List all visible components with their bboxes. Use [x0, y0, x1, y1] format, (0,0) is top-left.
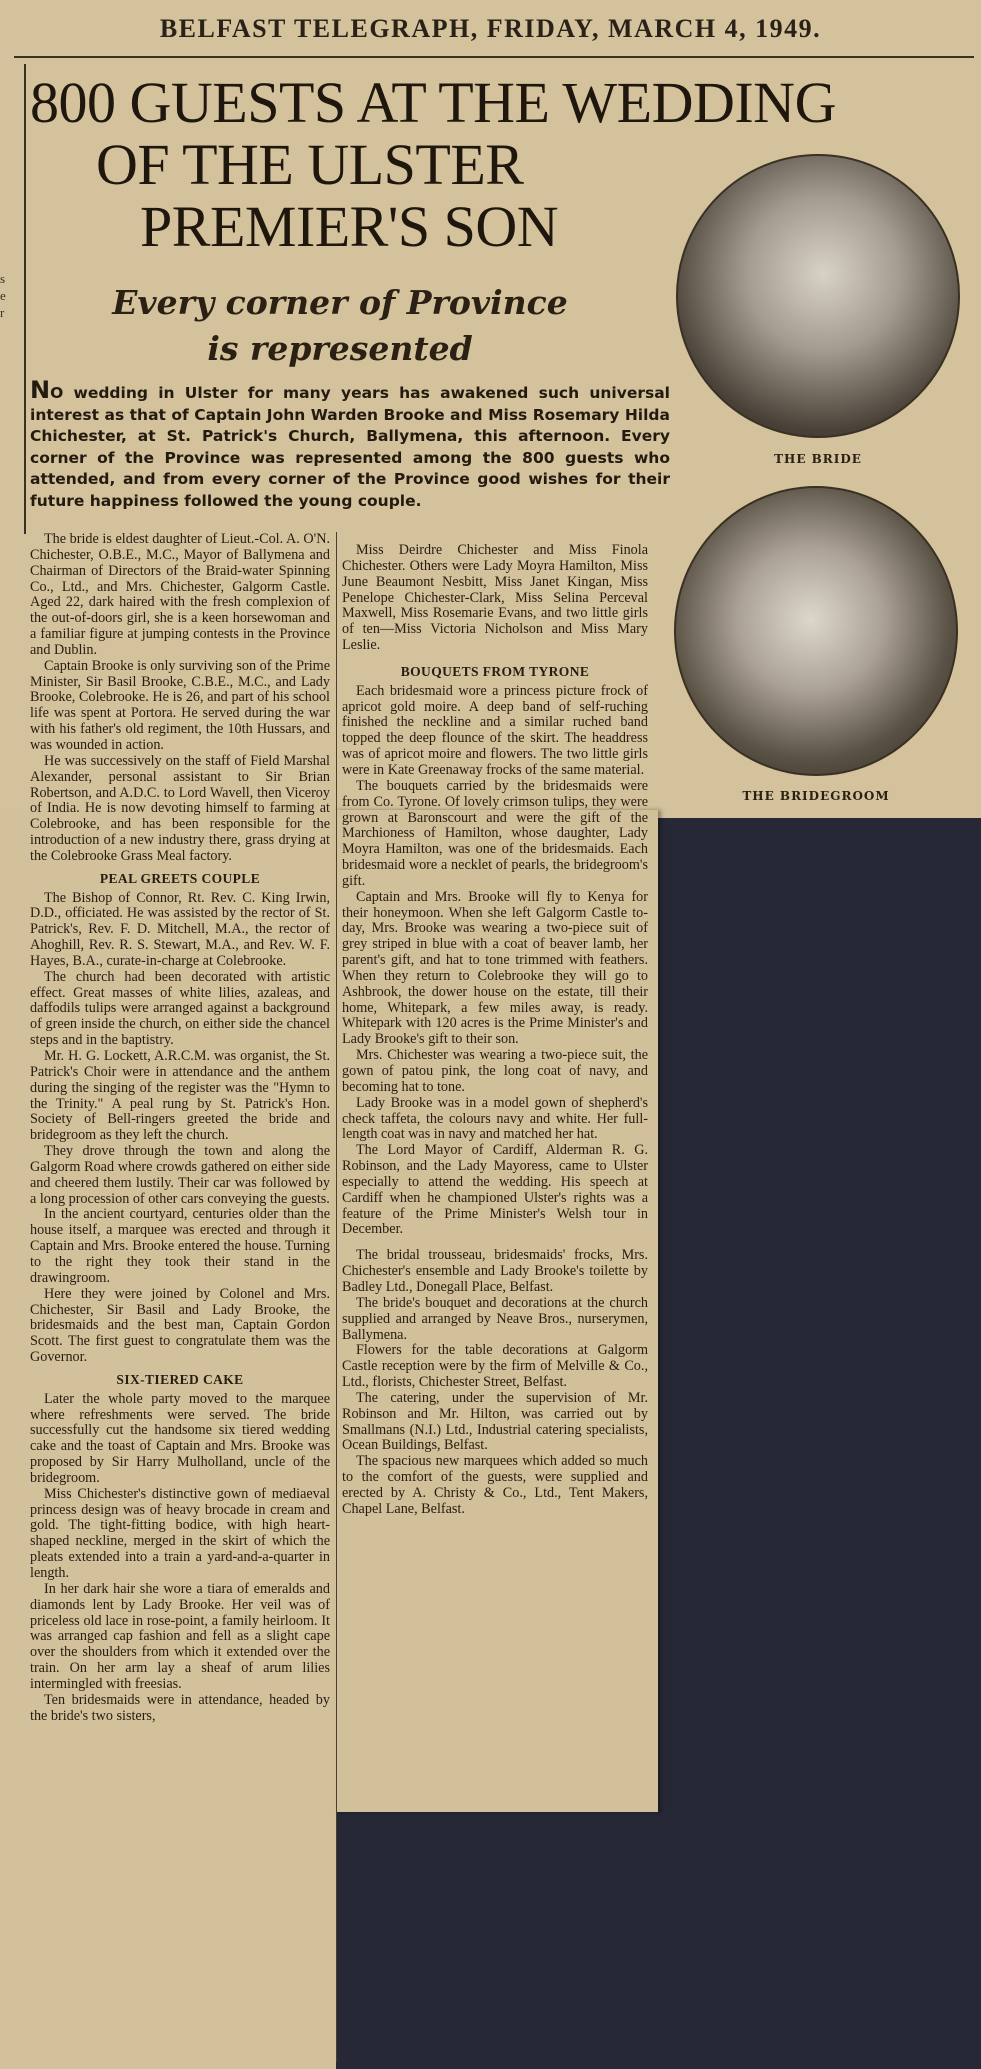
paragraph: Miss Chichester's distinctive gown of mediaeval princess design was of heavy brocade in cream and gold. The tight-fitting bodice, with high heart-shaped neckline, merged in the skirt of which the pleats extended into a train a yard-and-a-quarter in length. — [30, 1485, 330, 1581]
paragraph: Mrs. Chichester was wearing a two-piece suit, the gown of patou pink, the long coat of navy, and becoming hat to tone. — [342, 1047, 648, 1095]
column-divider — [336, 532, 337, 2062]
paragraph: Flowers for the table decorations at Galgorm Castle reception were by the firm of Melville & Co., Ltd., florists, Chichester Street, Belfast. — [342, 1342, 648, 1391]
paragraph: Each bridesmaid wore a princess picture frock of apricot gold moire. A deep band of self-ruching finished the neckline and a similar ruched band topped the deep flounce of the skirt. The headdress was of apricot moire and flowers. The two little girls were in Kate Greenaway frocks of the same material. — [342, 682, 648, 778]
paragraph: The bride's bouquet and decorations at the church supplied and arranged by Neave Bros., nurserymen, Ballymena. — [342, 1294, 648, 1343]
section-heading: PEAL GREETS COUPLE — [99, 870, 261, 886]
subheadline-line-2: is represented — [207, 329, 473, 368]
section-heading: BOUQUETS FROM TYRONE — [400, 663, 590, 679]
drop-cap: N — [30, 376, 51, 404]
paragraph: He was successively on the staff of Field Marshal Alexander, personal assistant to Sir Brian Robertson, and A.D.C. to Lord Wavell, then Viceroy of India. He is now devoting himself to farming at Colebrooke, and has been responsible for the introduction of a new industry there, grass drying at the Colebrooke Grass Meal factory. — [30, 752, 330, 864]
bridegroom-caption: THE BRIDEGROOM — [742, 789, 890, 803]
paragraph: Captain Brooke is only surviving son of the Prime Minister, Sir Basil Brooke, C.B.E., M.C., and Lady Brooke, Colebrooke. He is 26, and part of his school life was spent at Portora. He served during the war with his father's old regiment, the 10th Hussars, and was wounded in action. — [30, 657, 330, 753]
bridegroom-photo — [674, 486, 958, 776]
paragraph: Miss Deirdre Chichester and Miss Finola Chichester. Others were Lady Moyra Hamilton, Miss June Beaumont Nesbitt, Miss Janet Kingan, Miss Penelope Chichester-Clark, Miss Selina Perceval Maxwell, Miss Rosemarie Evans, and two little girls of ten—Miss Victoria Nicholson and Miss Mary Leslie. — [342, 542, 648, 654]
intro-paragraph — [30, 376, 670, 512]
headline-line-1: 800 GUESTS AT THE WEDDING — [30, 70, 836, 135]
headline-line-2: OF THE ULSTER — [96, 132, 524, 197]
paragraph: In the ancient courtyard, centuries older than the house itself, a marquee was erected and through it Captain and Mrs. Brooke entered the house. Turning to the right they took their stand in the drawingroom. — [30, 1206, 330, 1286]
article-column-2 — [342, 543, 648, 1518]
paragraph: The bride is eldest daughter of Lieut.-Col. A. O'N. Chichester, O.B.E., M.C., Mayor of Ballymena and Chairman of Directors of the Braid-water Spinning Co., Ltd., and Mrs. Chichester, Galgorm Castle. Aged 22, dark haired with the fresh complexion of the out-of-doors girl, she is a keen horsewoman and a familiar figure at jumping contests in the Province and Dublin. — [30, 531, 330, 658]
paragraph: Later the whole party moved to the marquee where refreshments were served. The bride successfully cut the handsome six tiered wedding cake and the toast of Captain and Mrs. Brooke was proposed by Sir Harry Mulholland, uncle of the bridegroom. — [30, 1390, 330, 1486]
paragraph: The catering, under the supervision of Mr. Robinson and Mr. Hilton, was carried out by Smallmans (N.I.) Ltd., Industrial catering specialists, Ocean Buildings, Belfast. — [342, 1389, 648, 1454]
subheadline-line-1: Every corner of Province — [112, 283, 568, 322]
newspaper-clipping-margin — [320, 1812, 336, 2069]
paragraph: The spacious new marquees which added so much to the comfort of the guests, were supplied and erected by A. Christy & Co., Ltd., Tent Makers, Chapel Lane, Belfast. — [342, 1453, 648, 1517]
masthead: BELFAST TELEGRAPH, FRIDAY, MARCH 4, 1949. — [159, 14, 822, 43]
bride-caption: THE BRIDE — [774, 452, 862, 466]
edge-text-fragment: s e r — [0, 271, 6, 320]
paragraph: They drove through the town and along the Galgorm Road where crowds gathered on either side and cheered them lustily. Their car was followed by a long procession of other cars conveying the guests. — [30, 1143, 330, 1207]
paragraph: Captain and Mrs. Brooke will fly to Kenya for their honeymoon. When she left Galgorm Castle to-day, Mrs. Brooke was wearing a two-piece suit of grey striped in blue with a coat of beaver lamb, her parent's gift, and hat to tone trimmed with feathers. When they return to Colebrooke they will go to Ashbrook, the dower house on the estate, till their home, Whitepark, a few miles away, is ready. Whitepark with 120 acres is the Prime Minister's and Lady Brooke's gift to their son. — [342, 888, 648, 1048]
bride-photo — [676, 154, 960, 438]
article-column-1 — [30, 532, 330, 1724]
paragraph: In her dark hair she wore a tiara of emeralds and diamonds lent by Lady Brooke. Her veil was of priceless old lace in rose-point, a family heirloom. It was arranged cap fashion and fell as a slight cape over the shoulders from which it extended over the train. On her arm lay a sheaf of arum lilies intermingled with freesias. — [30, 1580, 330, 1692]
paragraph: The church had been decorated with artistic effect. Great masses of white lilies, azaleas, and daffodils tulips were arranged against a background of green inside the church, on either side the chancel steps and in the baptistry. — [30, 968, 330, 1049]
paragraph: The Lord Mayor of Cardiff, Alderman R. G. Robinson, and the Lady Mayoress, came to Ulster especially to attend the wedding. His speech at Cardiff when he championed Ulster's rights was a feature of the Prime Minister's Welsh tour in December. — [342, 1142, 648, 1238]
subheadline — [30, 280, 650, 372]
intro-text: O wedding in Ulster for many years has awakened such universal interest as that of Captain John Warden Brooke and Miss Rosemary Hilda Chichester, at St. Patrick's Church, Ballymena, this afternoon. Every corner of the Province was represented among the 800 guests who attended, and from every corner of the Province good wishes for their future happiness followed the young couple. — [30, 384, 670, 510]
paragraph: Ten bridesmaids were in attendance, headed by the bride's two sisters, — [30, 1691, 330, 1724]
headline-line-3: PREMIER'S SON — [140, 194, 559, 259]
paragraph: The Bishop of Connor, Rt. Rev. C. King Irwin, D.D., officiated. He was assisted by the rector of St. Patrick's, Rev. F. D. Mitchell, M.A., the rector of Ahoghill, Rev. R. S. Stewart, M.A., and Rev. W. F. Hayes, B.A., curate-in-charge at Colebrooke. — [30, 889, 330, 969]
section-heading: SIX-TIERED CAKE — [116, 1371, 244, 1387]
paragraph: The bridal trousseau, bridesmaids' frocks, Mrs. Chichester's ensemble and Lady Brooke's toilette by Badley Ltd., Donegall Place, Belfast. — [342, 1247, 648, 1295]
masthead-rule — [14, 56, 974, 58]
paragraph: Lady Brooke was in a model gown of shepherd's check taffeta, the colours navy and white. Her full-length coat was in navy and matched her hat. — [342, 1094, 648, 1143]
paragraph: Here they were joined by Colonel and Mrs. Chichester, Sir Basil and Lady Brooke, the bridesmaids and the best man, Captain Gordon Scott. The first guest to congratulate them was the Governor. — [30, 1285, 330, 1366]
paragraph: The bouquets carried by the bridesmaids were from Co. Tyrone. Of lovely crimson tulips, they were grown at Baronscourt and were the gift of the Marchioness of Hamilton, whose daughter, Lady Moyra Hamilton, was one of the bridesmaids. Each bridesmaid wore a necklet of pearls, the bridegroom's gift. — [342, 777, 648, 889]
column-rule — [24, 64, 26, 534]
paragraph: Mr. H. G. Lockett, A.R.C.M. was organist, the St. Patrick's Choir were in attendance and the anthem during the singing of the register was the "Hymn to the Trinity." A peal rung by St. Patrick's Hon. Society of Bell-ringers greeted the bride and bridegroom as they left the church. — [30, 1048, 330, 1144]
